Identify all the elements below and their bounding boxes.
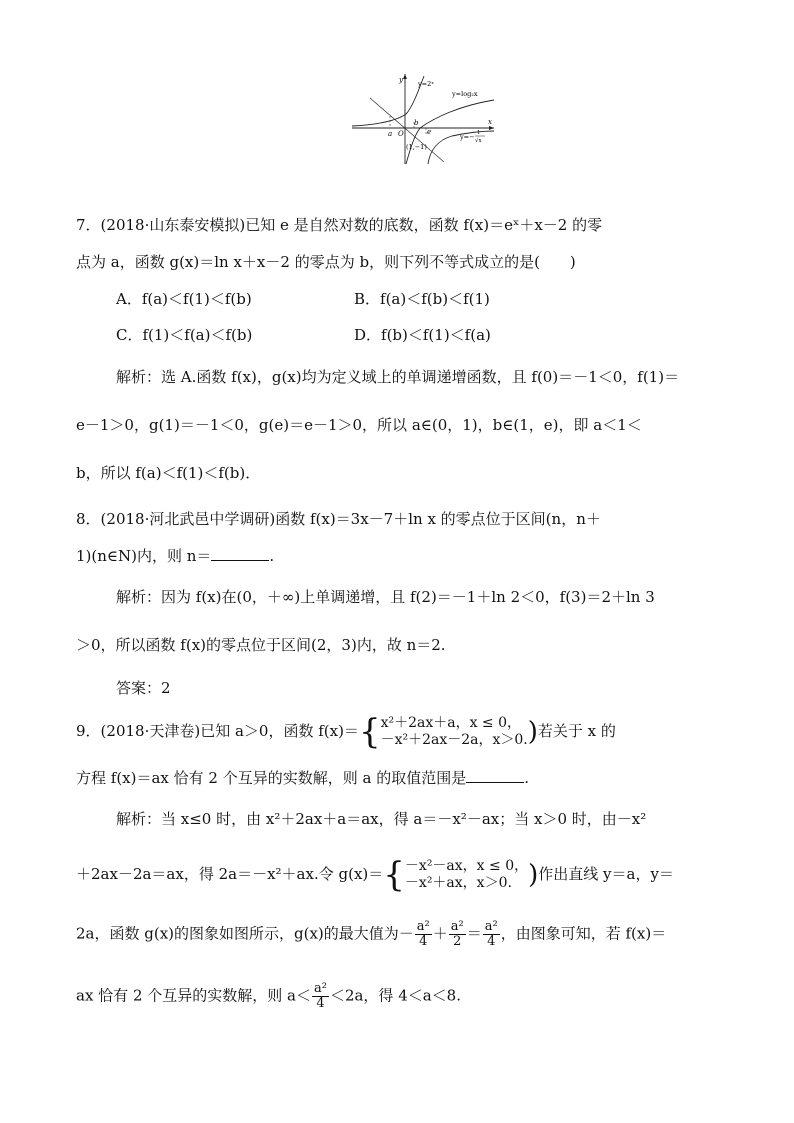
label-e: e [427,128,432,136]
q7-stem-line2: 点为 a，函数 g(x)＝ln x＋x－2 的零点为 b，则下列不等式成立的是( ) [76,253,576,271]
q8-stem-line2-text: 1)(n∈N)内，则 n＝ [76,547,212,565]
q7-solution-line1: 解析：选 A.函数 f(x)，g(x)均为定义域上的单调递增函数，且 f(0)＝－1＜0，f(1)＝ [116,368,680,386]
q9-stem-line2-text: 方程 f(x)＝ax 恰有 2 个互异的实数解，则 a 的取值范围是 [76,769,467,787]
q9-solution-line2-suffix: 作出直线 y＝a，y＝ [538,865,674,883]
q7-solution-line3: b，所以 f(a)＜f(1)＜f(b)． [76,464,261,482]
q9-frac-1-den: 4 [419,934,428,949]
q9-g-piecewise [383,855,539,895]
label-y: y [399,76,403,84]
q7-option-a: A．f(a)＜f(1)＜f(b) [116,290,252,308]
q9-s3-suffix: ，由图象可知，若 f(x)＝ [500,924,667,943]
graph-svg [348,70,498,166]
q9-frac-4-num: a² [313,981,327,996]
q9-frac-3-num: a² [484,919,498,934]
q9-s3-plus: ＋ [432,924,448,943]
y-axis-arrow [403,74,407,79]
q8-answer: 答案：2 [116,679,171,697]
q9-stem-suffix: 若关于 x 的 [537,722,616,740]
q8-stem-line2-end: . [269,547,275,565]
q9-piecewise [358,712,538,752]
q9-frac-4 [312,982,329,1011]
line-y-eq-x [370,98,444,162]
q9-solution-line1: 解析：当 x≤0 时，由 x²＋2ax＋a＝ax，得 a＝－x²－ax；当 x＞0 时，由－x² [116,810,647,828]
label-b: b [414,119,419,127]
label-a: a [388,130,393,138]
q9-frac-1 [415,920,432,949]
q9-s4-suffix: ＜2a，得 4＜a＜8. [329,986,461,1005]
q9-s3-prefix: 2a，函数 g(x)的图象如图所示，g(x)的最大值为－ [76,924,414,943]
q9-solution-line2 [76,855,736,895]
label-o: O [398,130,404,138]
q9-g-cases [405,858,528,892]
q8-solution-line1: 解析：因为 f(x)在(0，＋∞)上单调递增，且 f(2)＝－1＋ln 2＜0，f(3)＝2＋ln 3 [116,588,655,606]
label-exp: y=2ˣ [418,80,435,88]
q9-g-brace-right: ) [528,860,539,890]
label-x: x [488,118,492,126]
function-graph-figure [348,70,498,166]
label-recip-den: √x [475,138,482,144]
q8-stem-line1: 8．(2018·河北武邑中学调研)函数 f(x)＝3x－7＋ln x 的零点位于区间(n，n＋ [76,510,601,528]
q9-g-case2: －x²＋ax，x＞0. [404,875,512,891]
q9-case1: x²＋2ax＋a，x ≤ 0， [380,715,522,731]
q9-frac-3 [483,920,500,949]
q8-solution-line2: ＞0，所以函数 f(x)的零点位于区间(2，3)内，故 n＝2. [76,636,446,654]
q9-solution-line4 [76,982,736,1011]
q9-brace-right: ) [527,717,538,747]
q9-s3-eq: ＝ [466,924,482,943]
q9-case2: －x²＋2ax－2a，x＞0. [380,732,528,748]
q8-answer-blank [211,546,269,561]
q9-stem-line2 [76,767,736,789]
q7-solution-line2: e－1＞0，g(1)＝－1＜0，g(e)＝e－1＞0，所以 a∈(0，1)，b∈(1，e)，即 a＜1＜ [76,416,642,434]
label-log: y=log₂x [452,90,478,98]
q9-answer-blank [466,768,524,783]
q9-frac-2-den: 2 [453,934,462,949]
label-recip-num: 1 [477,130,481,136]
q9-solution-line2-prefix: ＋2ax－2a＝ax，得 2a＝－x²＋ax.令 g(x)＝ [76,865,384,883]
label-point: (1,−1) [406,143,427,151]
q9-brace-left: { [358,712,381,752]
q9-frac-2 [449,920,466,949]
q7-stem-line1: 7．(2018·山东泰安模拟)已知 e 是自然对数的底数，函数 f(x)＝eˣ＋x－2 的零 [76,216,603,234]
q9-stem-line2-end: . [524,769,529,787]
q8-stem-line2 [76,545,736,567]
q9-solution-line3 [76,920,736,949]
q7-option-b: B．f(a)＜f(b)＜f(1) [354,290,490,308]
q9-s4-prefix: ax 恰有 2 个互异的实数解，则 a＜ [76,986,311,1005]
q9-g-case1: －x²－ax，x ≤ 0， [404,858,529,874]
q9-frac-3-den: 4 [487,934,496,949]
x-axis-arrow [489,126,494,130]
q9-stem-line1 [76,712,736,752]
q9-g-brace-left: { [383,855,405,895]
q7-option-d: D．f(b)＜f(1)＜f(a) [354,326,491,344]
q9-frac-1-num: a² [416,919,430,934]
q9-frac-2-num: a² [450,919,464,934]
q9-cases [381,715,528,749]
label-recip: y=− [460,133,475,141]
q9-stem-prefix: 9．(2018·天津卷)已知 a＞0，函数 f(x)＝ [76,722,359,740]
q9-frac-4-den: 4 [316,996,325,1011]
q7-option-c: C．f(1)＜f(a)＜f(b) [116,326,253,344]
